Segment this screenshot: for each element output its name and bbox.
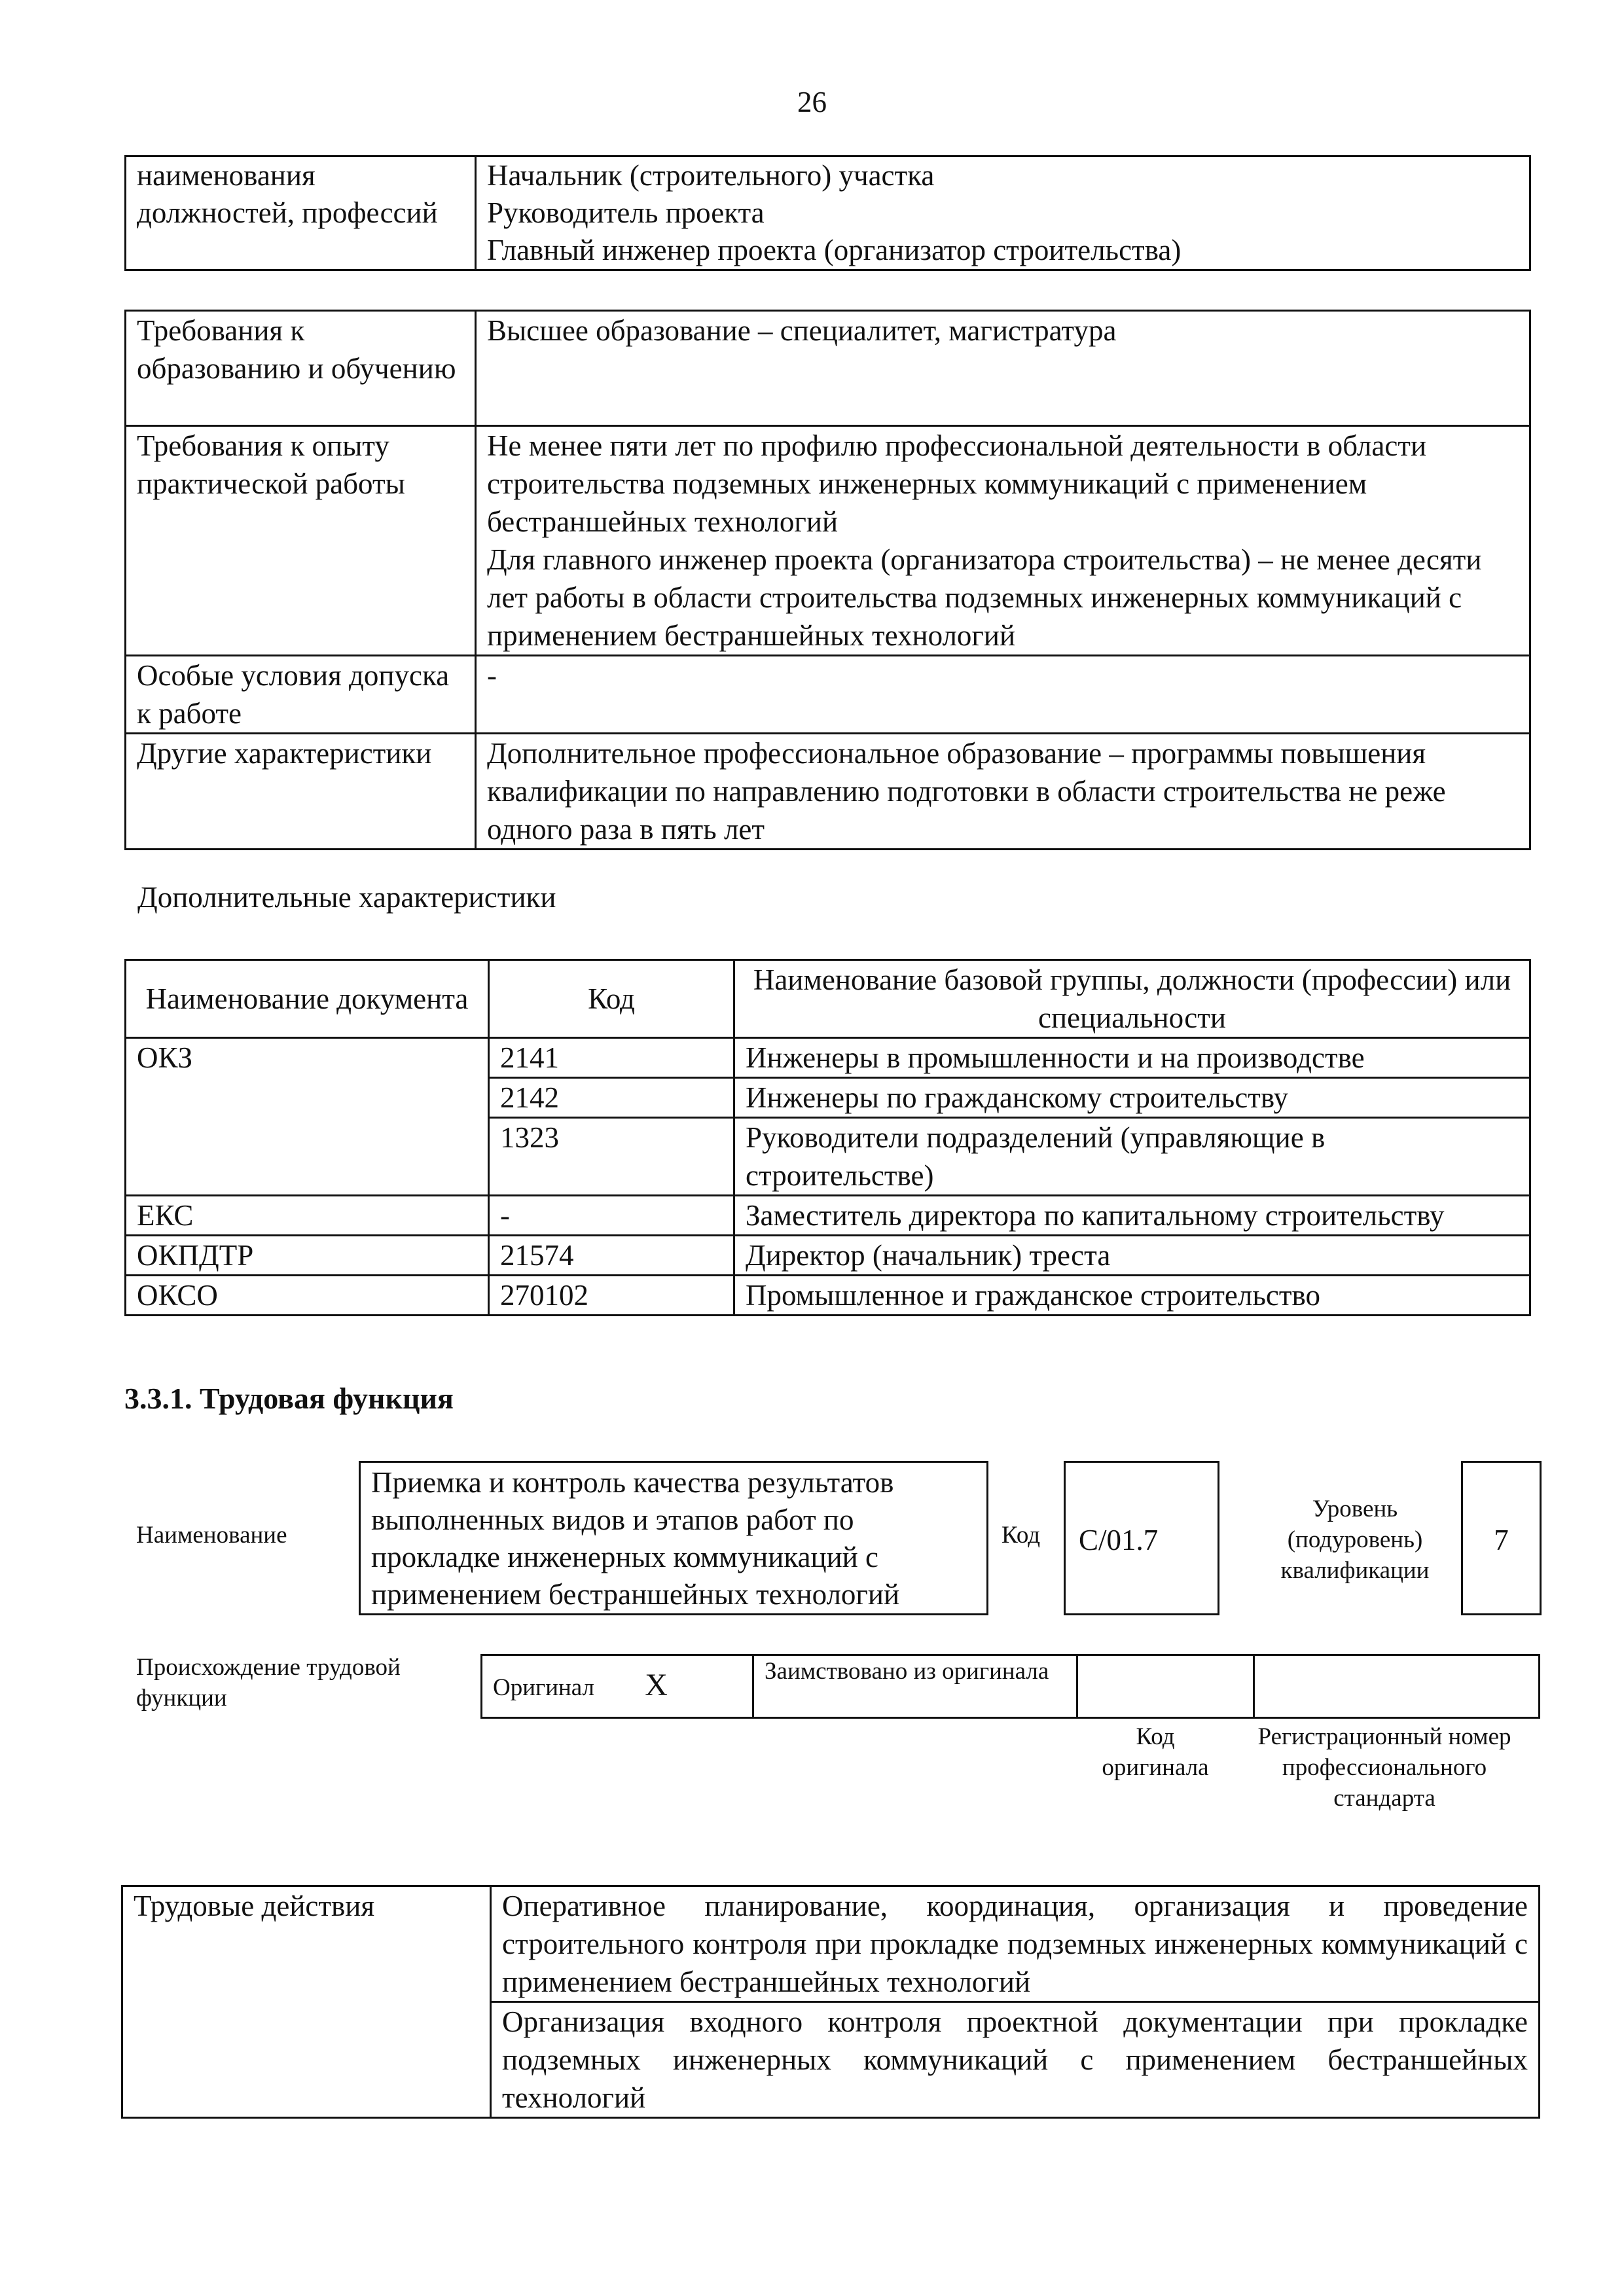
name-cell: Руководители подразделений (управляющие в строительстве) xyxy=(734,1118,1530,1196)
origin-table xyxy=(480,1654,1540,1719)
name-cell: Инженеры по гражданскому строительству xyxy=(734,1078,1530,1118)
code-original-label: Код оригинала xyxy=(1102,1723,1209,1781)
doc-cell: ОКСО xyxy=(126,1276,489,1316)
header-doc: Наименование документа xyxy=(126,960,489,1038)
labor-action: Организация входного контроля проектной документации при прокладке подземных инженерных коммуникаций с применением бестраншейных технологий xyxy=(491,2002,1540,2118)
job-titles-table xyxy=(124,155,1531,271)
reg-number-cell xyxy=(1254,1655,1540,1718)
page-number: 26 xyxy=(797,86,827,118)
function-name-box xyxy=(359,1461,988,1615)
job-title: Главный инженер проекта (организатор строительства) xyxy=(487,234,1182,266)
job-title: Начальник (строительного) участка xyxy=(487,159,935,192)
original-cell xyxy=(482,1655,753,1718)
requirement-value: Дополнительное профессиональное образование – программы повышения квалификации по направлению подготовки в области строительства не реже одного раза в пять лет xyxy=(476,734,1530,850)
doc-cell: ОКЗ xyxy=(126,1038,489,1196)
qualification-level-label: Уровень (подуровень) квалификации xyxy=(1280,1496,1430,1584)
requirements-table xyxy=(124,310,1531,850)
reg-number-label: Регистрационный номер профессионального стандарта xyxy=(1257,1723,1511,1812)
original-mark: X xyxy=(645,1668,668,1702)
requirement-label: Требования к опыту практической работы xyxy=(126,426,476,656)
code-cell: 2141 xyxy=(489,1038,734,1078)
code-cell: 21574 xyxy=(489,1236,734,1276)
origin-label: Происхождение трудовой функции xyxy=(136,1654,401,1712)
function-name-label: Наименование xyxy=(136,1522,287,1549)
additional-title: Дополнительные характеристики xyxy=(137,881,556,914)
doc-cell: ЕКС xyxy=(126,1196,489,1236)
function-name: Приемка и контроль качества результатов выполненных видов и этапов работ по прокладке инженерных коммуникаций с применением бестраншейных технологий xyxy=(371,1466,900,1611)
name-cell: Директор (начальник) треста xyxy=(734,1236,1530,1276)
labor-actions-table xyxy=(121,1885,1540,2119)
requirement-text: Для главного инженер проекта (организатора строительства) – не менее десяти лет работы в области строительства подземных инженерных коммуникаций с применением бестраншейных технологий xyxy=(487,543,1482,652)
requirement-label: Другие характеристики xyxy=(126,734,476,850)
header-name: Наименование базовой группы, должности (профессии) или специальности xyxy=(734,960,1530,1038)
job-titles-label: наименования должностей, профессий xyxy=(126,156,476,270)
code-cell: - xyxy=(489,1196,734,1236)
doc-cell: ОКПДТР xyxy=(126,1236,489,1276)
function-code-label: Код xyxy=(1001,1522,1041,1549)
requirement-text: Не менее пяти лет по профилю профессиональной деятельности в области строительства подземных инженерных коммуникаций с применением бестраншейных технологий xyxy=(487,429,1427,538)
function-code-box xyxy=(1064,1461,1219,1615)
job-title: Руководитель проекта xyxy=(487,196,765,229)
qualification-level-box xyxy=(1461,1461,1542,1615)
requirement-label: Требования к образованию и обучению xyxy=(126,311,476,426)
name-cell: Инженеры в промышленности и на производстве xyxy=(734,1038,1530,1078)
labor-actions-label: Трудовые действия xyxy=(122,1886,491,2118)
header-code: Код xyxy=(489,960,734,1038)
requirement-value xyxy=(476,426,1530,656)
name-cell: Промышленное и гражданское строительство xyxy=(734,1276,1530,1316)
requirement-value: Высшее образование – специалитет, магистратура xyxy=(476,311,1530,426)
code-original-cell xyxy=(1077,1655,1254,1718)
code-cell: 1323 xyxy=(489,1118,734,1196)
name-cell: Заместитель директора по капитальному строительству xyxy=(734,1196,1530,1236)
borrowed-label: Заимствовано из оригинала xyxy=(765,1658,1049,1685)
labor-action: Оперативное планирование, координация, организация и проведение строительного контроля при прокладке подземных инженерных коммуникаций с применением бестраншейных технологий xyxy=(491,1886,1540,2002)
function-code: C/01.7 xyxy=(1079,1524,1159,1556)
borrowed-cell xyxy=(753,1655,1077,1718)
classifiers-table xyxy=(124,959,1531,1316)
requirement-label: Особые условия допуска к работе xyxy=(126,656,476,734)
original-label: Оригинал xyxy=(493,1674,595,1701)
code-cell: 270102 xyxy=(489,1276,734,1316)
requirement-value: - xyxy=(476,656,1530,734)
job-titles-values xyxy=(476,156,1530,270)
code-cell: 2142 xyxy=(489,1078,734,1118)
section-heading: 3.3.1. Трудовая функция xyxy=(124,1382,454,1415)
qualification-level: 7 xyxy=(1494,1524,1509,1556)
